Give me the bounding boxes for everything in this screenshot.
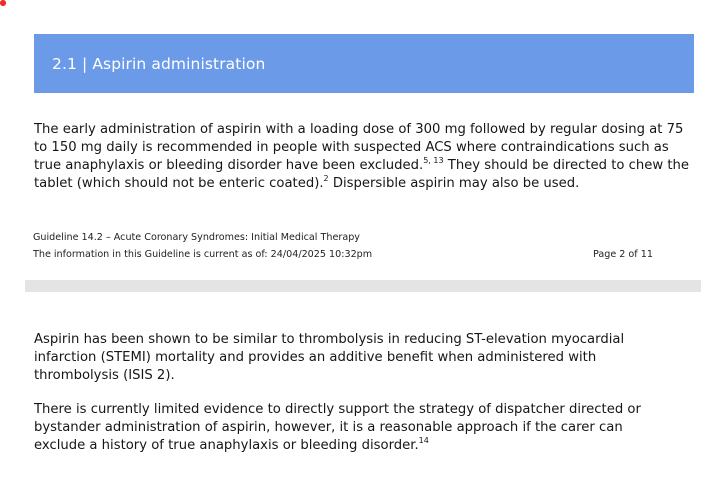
paragraph-text: They should be directed to chew the tablet (which should not be enteric coated). xyxy=(34,158,690,191)
paragraph-text: The early administration of aspirin with a loading dose of 300 mg followed by regular dosing at 75 to 150 mg daily is recommended in people with suspected ACS where contraindications such as true anaphylaxis or bleeding disorder have been excluded. xyxy=(34,122,684,173)
paragraph-text: There is currently limited evidence to directly support the strategy of dispatcher directed or bystander administration of aspirin, however, it is a reasonable approach if the carer can exclude a history of true anaphylaxis or bleeding disorder. xyxy=(34,402,641,453)
citation-ref: 14 xyxy=(418,435,429,445)
footer-guideline-title: Guideline 14.2 – Acute Coronary Syndromes: Initial Medical Therapy xyxy=(33,232,360,243)
footer-current-as-of: The information in this Guideline is current as of: 24/04/2025 10:32pm xyxy=(33,249,373,260)
thrombolysis-paragraph: Aspirin has been shown to be similar to thrombolysis in reducing ST-elevation myocardial infarction (STEMI) mortality and provides an additive benefit when administered with thrombolysis (ISIS 2). xyxy=(34,332,625,383)
aspirin-dosing-paragraph xyxy=(34,121,694,193)
paragraph-text: Dispersible aspirin may also be used. xyxy=(328,176,580,191)
section-header xyxy=(34,34,694,93)
citation-ref: 2 xyxy=(323,173,329,183)
highlight-box-2 xyxy=(0,0,6,6)
page-separator xyxy=(25,280,701,292)
bystander-administration-paragraph xyxy=(34,401,674,455)
citation-ref: 5, 13 xyxy=(423,155,444,165)
footer-page-number: Page 2 of 11 xyxy=(593,249,653,260)
section-title: 2.1 | Aspirin administration xyxy=(52,54,266,73)
